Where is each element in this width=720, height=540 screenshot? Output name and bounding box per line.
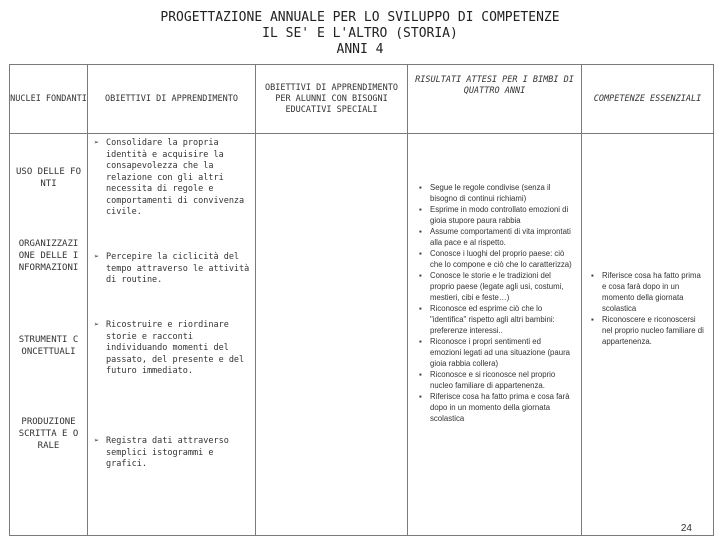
obiettivo-item: ➢ Ricostruire e riordinare storie e racconti individuando momenti del passato, del presente e del futuro immediato. — [94, 320, 245, 376]
bullet-icon: ▪ — [419, 227, 422, 236]
bullet-icon: ▪ — [591, 315, 594, 324]
header-row — [10, 65, 714, 134]
title-line-1: PROGETTAZIONE ANNUALE PER LO SVILUPPO DI COMPETENZE — [160, 10, 560, 25]
page-number: 24 — [680, 523, 692, 534]
bullet-icon: ▪ — [419, 249, 422, 258]
competenze-column — [582, 134, 714, 536]
list-item: ▪ Riconosce ed esprime ciò che lo "identifica" rispetto agli altri bambini: preferenze interessi.. — [419, 304, 555, 335]
nucleo-strumenti: STRUMENTI CONCETTUALI — [18, 335, 79, 357]
list-item: ▪ Esprime in modo controllato emozioni di gioia stupore paura rabbia — [419, 205, 569, 225]
list-item: ▪ Riconosce e si riconosce nel proprio nucleo familiare di appartenenza. — [419, 370, 556, 390]
header-competenze: COMPETENZE ESSENZIALI — [582, 65, 714, 134]
bullet-icon: ▪ — [419, 271, 422, 280]
competenze-list — [588, 270, 705, 347]
title-line-3: ANNI 4 — [336, 42, 384, 57]
list-item: ▪ Riconosce i propri sentimenti ed emozioni legati ad una situazione (paura gioia rabbia collera) — [419, 337, 571, 368]
bullet-icon: ▪ — [419, 370, 422, 379]
obiettivi-bes-column — [256, 134, 408, 536]
nuclei-column — [10, 134, 88, 536]
planning-table — [9, 64, 714, 536]
header-nuclei: NUCLEI FONDANTI — [10, 65, 88, 134]
header-obiettivi: OBIETTIVI DI APPRENDIMENTO — [88, 65, 256, 134]
bullet-icon: ▪ — [419, 304, 422, 313]
arrow-bullet-icon: ➢ — [94, 252, 100, 262]
obiettivo-item: ➢ Percepire la ciclicità del tempo attraverso le attività di routine. — [94, 252, 250, 285]
bullet-icon: ▪ — [419, 337, 422, 346]
list-item: ▪ Riferisce cosa ha fatto prima e cosa farà dopo in un momento della giornata scolastica — [419, 392, 570, 423]
nucleo-produzione: PRODUZIONE SCRITTA E ORALE — [18, 417, 79, 451]
list-item: ▪ Conosce le storie e le tradizioni del proprio paese (legate agli usi, costumi, mestieri, cibi e feste…) — [419, 271, 564, 302]
header-obiettivi-bes: OBIETTIVI DI APPRENDIMENTO PER ALUNNI CON BISOGNI EDUCATIVI SPECIALI — [256, 65, 408, 134]
risultati-list — [416, 182, 573, 424]
header-risultati: RISULTATI ATTESI PER I BIMBI DI QUATTRO ANNI — [408, 65, 582, 134]
bullet-icon: ▪ — [419, 392, 422, 401]
list-item: ▪ Assume comportamenti di vita improntati alla pace e al rispetto. — [419, 227, 571, 247]
list-item: ▪ Riconoscere e riconoscersi nel proprio nucleo familiare di appartenenza. — [591, 315, 704, 346]
list-item: ▪ Riferisce cosa ha fatto prima e cosa farà dopo in un momento della giornata scolastica — [591, 271, 701, 313]
nucleo-uso-fonti: USO DELLE FONTI — [15, 167, 82, 189]
obiettivo-item: ➢ Consolidare la propria identità e acquisire la consapevolezza che la relazione con gli altri necessita di regole e comportamenti di convivenza civile. — [94, 138, 245, 217]
page-title — [0, 10, 720, 58]
obiettivi-column — [88, 134, 256, 536]
list-item: ▪ Conosce i luoghi del proprio paese: ciò che lo compone e ciò che lo caratterizza) — [419, 249, 572, 269]
arrow-bullet-icon: ➢ — [94, 320, 100, 330]
obiettivo-item: ➢ Registra dati attraverso semplici istogrammi e grafici. — [94, 436, 229, 469]
arrow-bullet-icon: ➢ — [94, 138, 100, 148]
bullet-icon: ▪ — [591, 271, 594, 280]
arrow-bullet-icon: ➢ — [94, 436, 100, 446]
bullet-icon: ▪ — [419, 205, 422, 214]
title-line-2: IL SE' E L'ALTRO (STORIA) — [262, 26, 458, 41]
content-row — [10, 134, 714, 536]
risultati-column — [408, 134, 582, 536]
nucleo-organizzazione: ORGANIZZAZIONE DELLE INFORMAZIONI — [18, 239, 79, 273]
list-item: ▪ Segue le regole condivise (senza il bisogno di continui richiami) — [419, 183, 551, 203]
bullet-icon: ▪ — [419, 183, 422, 192]
